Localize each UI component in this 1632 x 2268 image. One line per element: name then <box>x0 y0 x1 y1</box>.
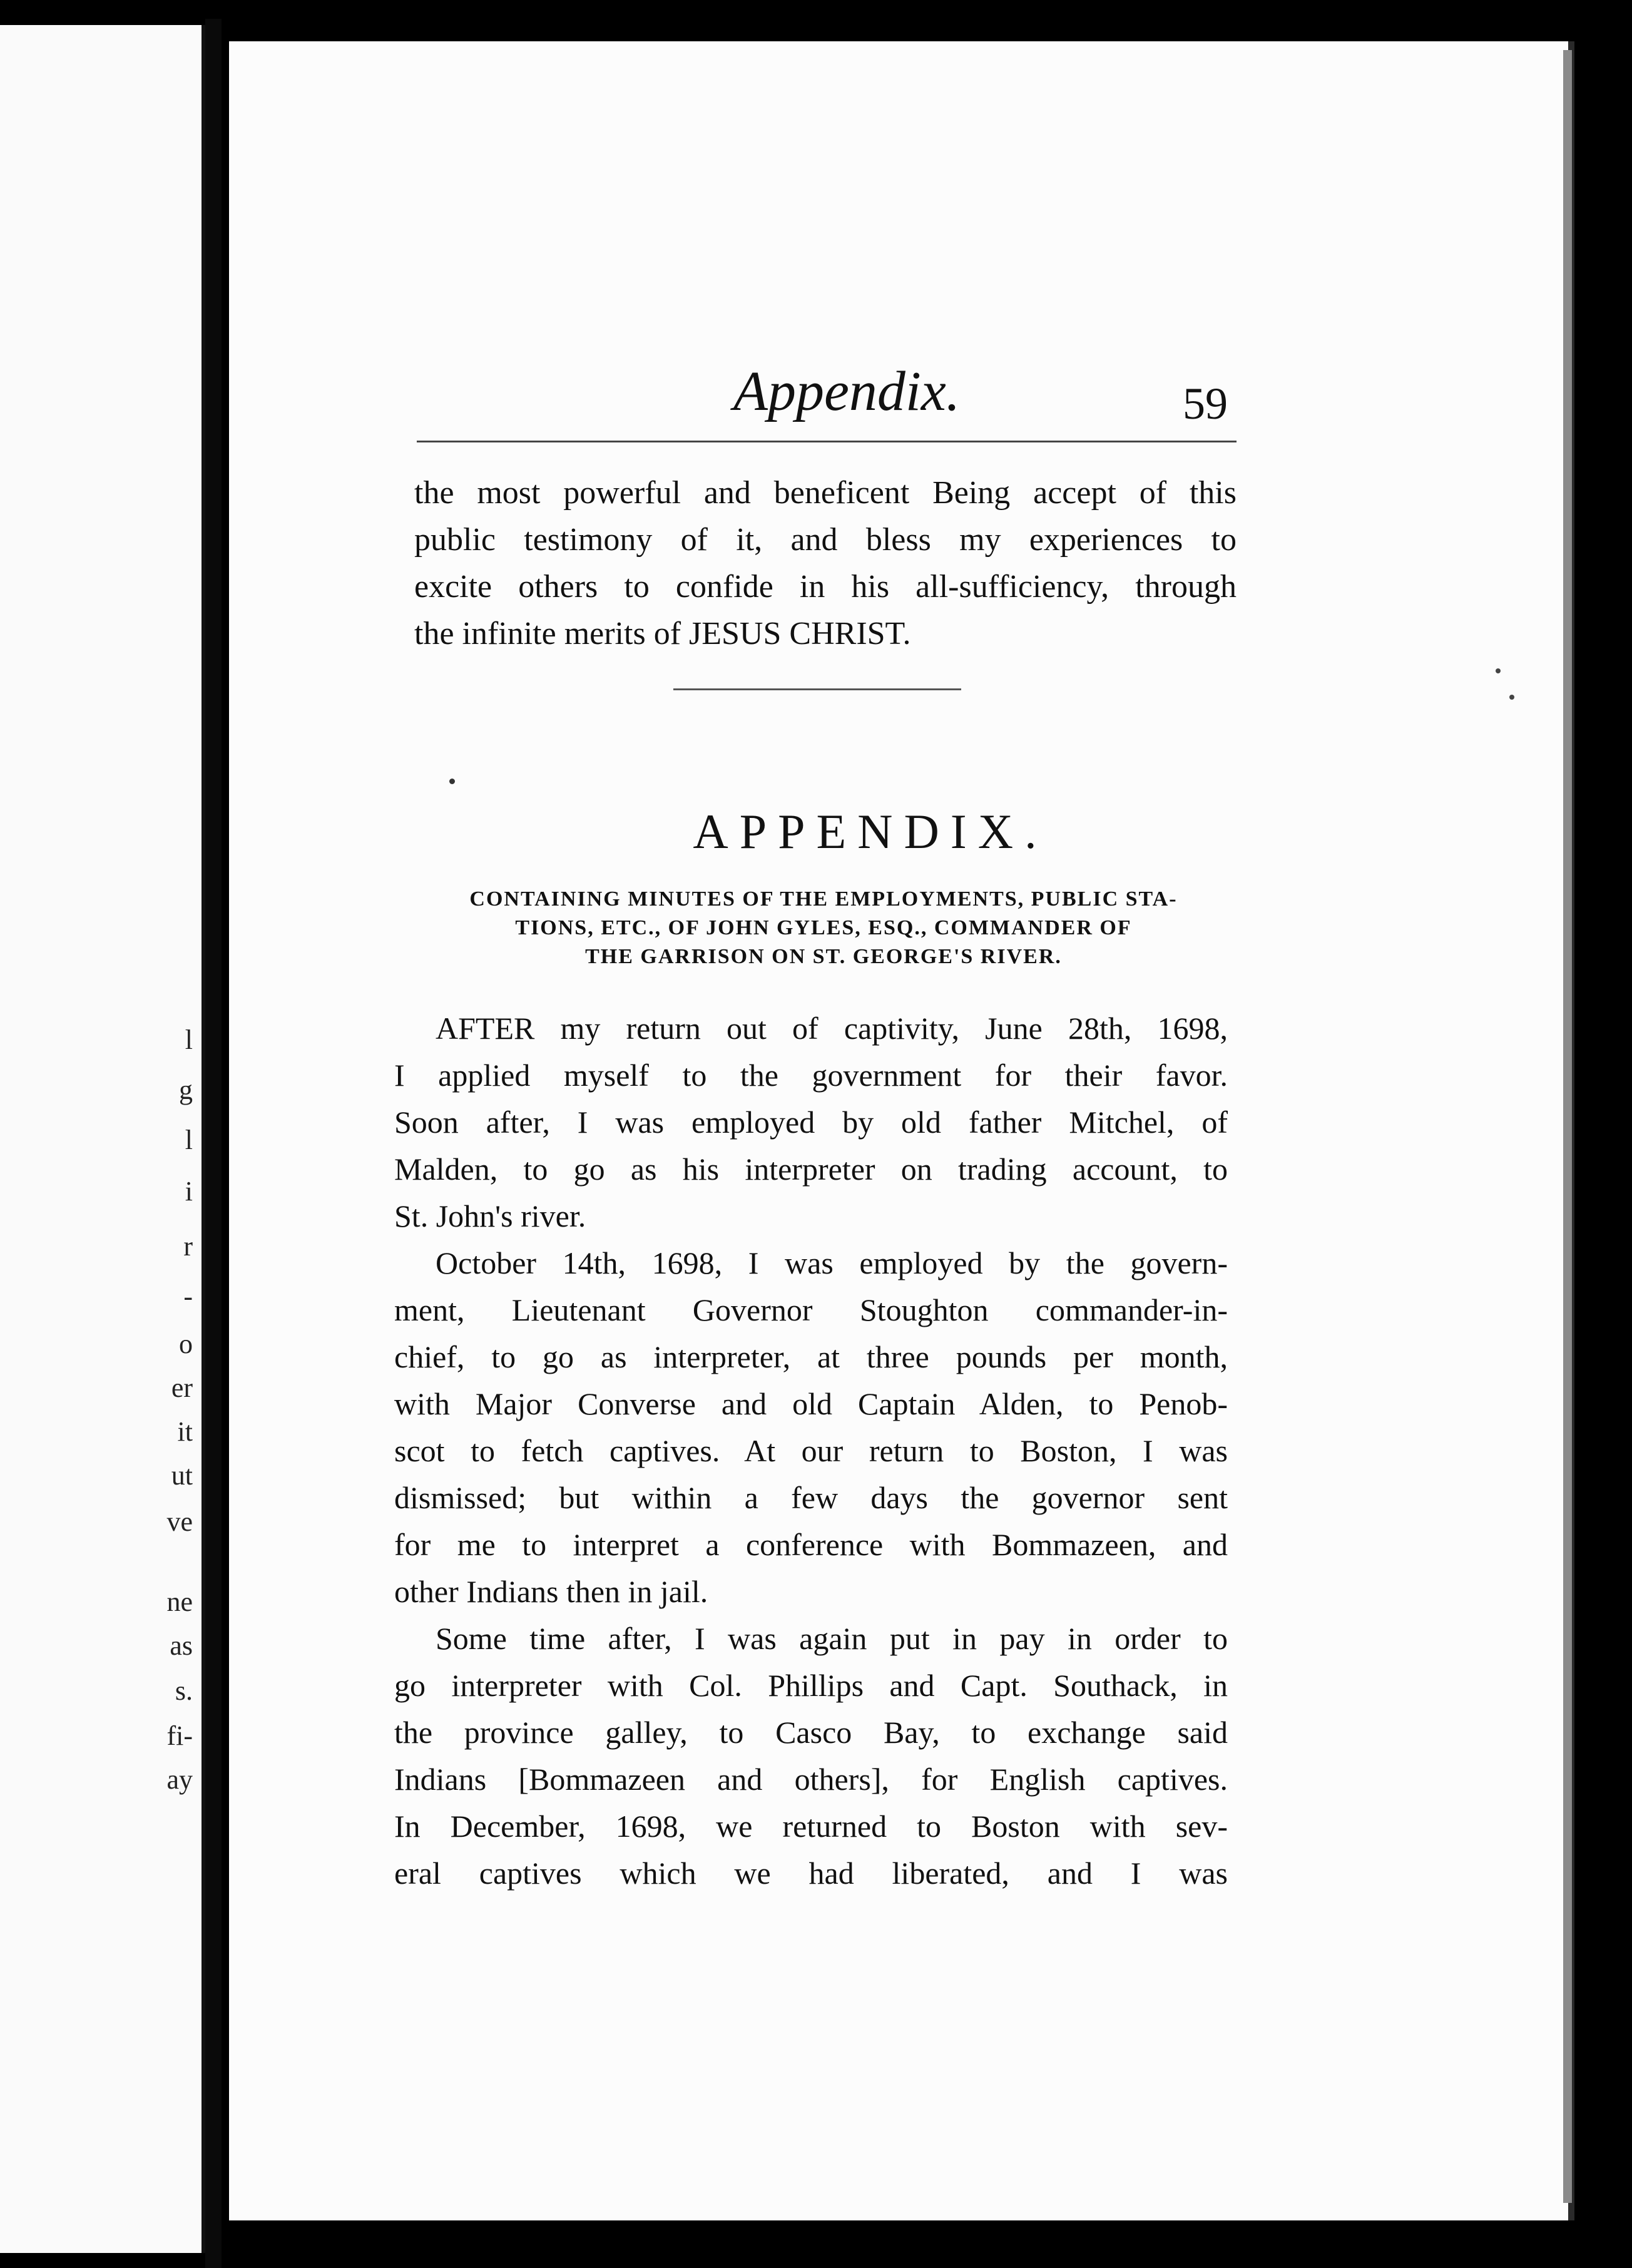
text-line: scot to fetch captives. At our return to Boston, I was <box>394 1433 1228 1468</box>
left-page-fragment: fi- <box>166 1720 193 1751</box>
text-line: the infinite merits of JESUS CHRIST. <box>414 616 911 651</box>
text-line: St. John's river. <box>394 1198 586 1234</box>
left-page-fragment: as <box>170 1630 193 1661</box>
subheading-line: TIONS, ETC., OF JOHN GYLES, ESQ., COMMANDER OF <box>515 916 1132 939</box>
text-line: the province galley, to Casco Bay, to exchange said <box>394 1715 1228 1750</box>
left-page-fragment: l <box>185 1024 193 1055</box>
left-page-fragment: ve <box>166 1506 193 1537</box>
page-edge-shadow <box>1563 50 1572 2203</box>
running-head-title: Appendix. <box>733 360 961 422</box>
text-line: ment, Lieutenant Governor Stoughton commander-in- <box>394 1292 1228 1327</box>
appendix-subheading <box>417 885 1230 971</box>
ink-speck <box>1496 668 1501 673</box>
text-line: other Indians then in jail. <box>394 1574 708 1609</box>
text-line: Some time after, I was again put in pay in order to <box>436 1621 1228 1656</box>
text-line: I applied myself to the government for their favor. <box>394 1058 1228 1093</box>
subheading-line: THE GARRISON ON ST. GEORGE'S RIVER. <box>585 945 1062 968</box>
appendix-heading: APPENDIX. <box>693 804 1048 859</box>
text-line: eral captives which we had liberated, and I was <box>394 1856 1228 1891</box>
text-line: October 14th, 1698, I was employed by the govern- <box>436 1245 1228 1280</box>
section-divider <box>673 688 961 690</box>
running-head <box>229 359 1568 434</box>
text-line: dismissed; but within a few days the governor sent <box>394 1480 1228 1515</box>
ink-speck <box>449 779 455 784</box>
appendix-body <box>394 1005 1228 1897</box>
page-number: 59 <box>1183 379 1228 429</box>
text-line: AFTER my return out of captivity, June 28th, 1698, <box>436 1011 1228 1046</box>
left-facing-page <box>0 25 205 2253</box>
left-page-fragment: i <box>185 1176 193 1207</box>
left-page-fragment: r <box>183 1231 193 1262</box>
header-rule <box>417 441 1237 442</box>
left-page-fragment: s. <box>175 1675 193 1706</box>
text-line: with Major Converse and old Captain Alden, to Penob- <box>394 1386 1228 1421</box>
left-page-fragment: ut <box>171 1460 193 1491</box>
text-line: Malden, to go as his interpreter on trading account, to <box>394 1152 1228 1187</box>
left-page-fragment: - <box>183 1281 193 1312</box>
ink-speck <box>1509 695 1514 700</box>
book-gutter <box>205 19 222 2268</box>
text-line: for me to interpret a conference with Bommazeen, and <box>394 1527 1228 1562</box>
subheading-line: CONTAINING MINUTES OF THE EMPLOYMENTS, PUBLIC STA- <box>469 887 1178 911</box>
paragraph-3 <box>394 1615 1228 1897</box>
left-page-fragment: it <box>177 1416 193 1447</box>
left-page-fragment: o <box>179 1329 193 1359</box>
left-page-fragment: l <box>185 1125 193 1155</box>
book-page <box>229 41 1574 2220</box>
text-line: public testimony of it, and bless my experiences to <box>414 522 1237 558</box>
left-page-fragment: g <box>179 1075 193 1105</box>
paragraph-1 <box>394 1005 1228 1240</box>
text-line: go interpreter with Col. Phillips and Capt. Southack, in <box>394 1668 1228 1703</box>
text-line: In December, 1698, we returned to Boston with sev- <box>394 1809 1228 1844</box>
left-page-fragment: ne <box>166 1586 193 1617</box>
text-line: Indians [Bommazeen and others], for English captives. <box>394 1762 1228 1797</box>
continued-paragraph <box>414 469 1237 657</box>
left-page-fragment: ay <box>166 1764 193 1795</box>
text-line: chief, to go as interpreter, at three pounds per month, <box>394 1339 1228 1374</box>
left-page-fragment: er <box>171 1372 193 1403</box>
text-line: Soon after, I was employed by old father Mitchel, of <box>394 1105 1228 1140</box>
paragraph-2 <box>394 1240 1228 1615</box>
text-line: the most powerful and beneficent Being accept of this <box>414 475 1237 511</box>
text-line: excite others to confide in his all-sufficiency, through <box>414 569 1237 605</box>
